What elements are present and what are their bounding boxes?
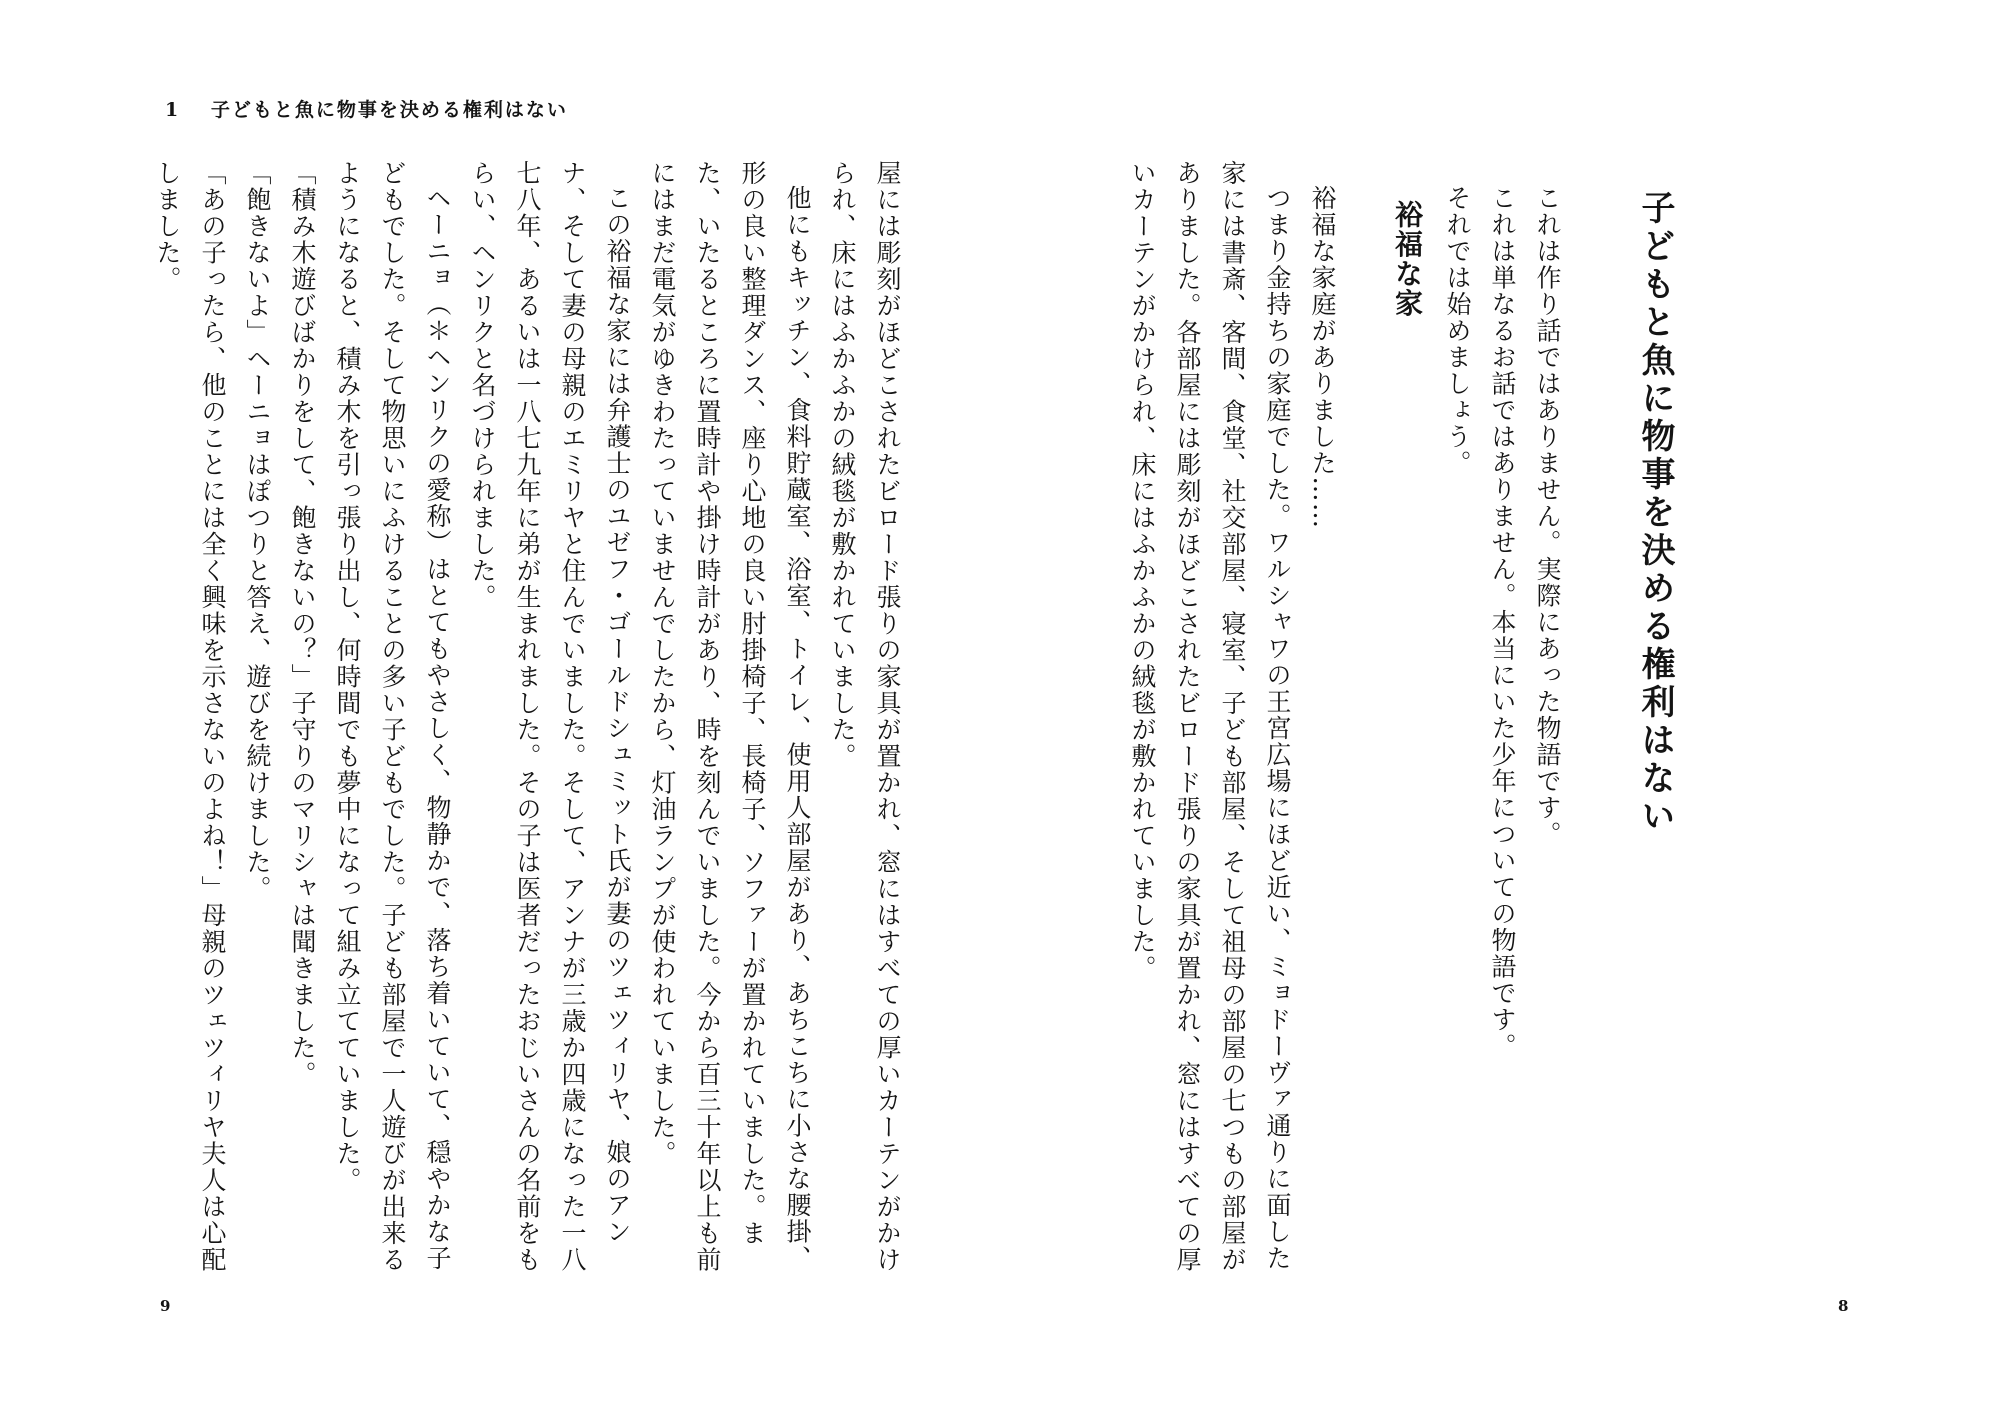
body-paragraph-2: つまり金持ちの家庭でした。ワルシャワの王宮広場にほど近い、ミョドーヴァ通りに面した家には書斎、客間、食堂、社交部屋、寝室、子ども部屋、そして祖母の部屋の七つもの部屋がありました。各部屋には彫刻がほどこされたビロード張りの家具が置かれ、窓にはすべての厚いカーテンがかけられ、床にはふかふかの絨毯が敷かれていました。 [1128, 160, 1292, 1273]
intro-paragraph-1: これは作り話ではありません。実際にあった物語です。 [1533, 185, 1562, 848]
page-number-left: 9 [160, 1297, 171, 1315]
chapter-number: 1 [165, 99, 181, 121]
section-heading: 裕福な家 [1391, 200, 1424, 318]
body-paragraph-5: ヘーニョ（＊ヘンリクの愛称）はとてもやさしく、物静かで、落ち着いていて、穏やかな子どもでした。そして物思いにふけることの多い子どもでした。子ども部屋で一人遊びが出来るようになると、積み木を引っ張り出し、何時間でも夢中になって組み立てていました。 [333, 160, 452, 1273]
left-page-text [140, 160, 910, 1280]
body-paragraph-4: この裕福な家には弁護士のユゼフ・ゴールドシュミット氏が妻のツェツィリヤ、娘のアンナ、そして妻の母親のエミリヤと住んでいました。そして、アンナが三歳か四歳になった一八七八年、あるいは一八七九年に弟が生まれました。その子は医者だったおじいさんの名前をもらい、ヘンリクと名づけられました。 [468, 160, 632, 1273]
running-header-title: 子どもと魚に物事を決める権利はない [210, 99, 568, 121]
intro-paragraph-3: それでは始めましょう。 [1443, 185, 1472, 477]
right-page-text [1128, 160, 1685, 1280]
body-paragraph-3: 他にもキッチン、食料貯蔵室、浴室、トイレ、使用人部屋があり、あちこちに小さな腰掛、形の良い整理ダンス、座り心地の良い肘掛椅子、長椅子、ソファーが置かれていました。また、いたるところに置時計や掛け時計があり、時を刻んでいました。今から百三十年以上も前にはまだ電気がゆきわたっていませんでしたから、灯油ランプが使われていました。 [648, 160, 812, 1273]
running-header [165, 95, 568, 122]
body-paragraph-1: 裕福な家庭がありました…… [1308, 185, 1337, 530]
page-number-right: 8 [1838, 1297, 1849, 1315]
dialog-line-1: 「積み木遊びばかりをして、飽きないの？」子守りのマリシャは聞きました。 [288, 160, 317, 1088]
dialog-line-2: 「飽きないよ」ヘーニョはぽつりと答え、遊びを続けました。 [243, 160, 272, 902]
chapter-title: 子どもと魚に物事を決める権利はない [1635, 190, 1675, 836]
continued-paragraph: 屋には彫刻がほどこされたビロード張りの家具が置かれ、窓にはすべての厚いカーテンがかけられ、床にはふかふかの絨毯が敷かれていました。 [828, 160, 902, 1273]
dialog-line-3: 「あの子ったら、他のことには全く興味を示さないのよね！」母親のツェツィリヤ夫人は心配しました。 [153, 160, 227, 1273]
intro-paragraph-2: これは単なるお話ではありません。本当にいた少年についての物語です。 [1488, 185, 1517, 1060]
